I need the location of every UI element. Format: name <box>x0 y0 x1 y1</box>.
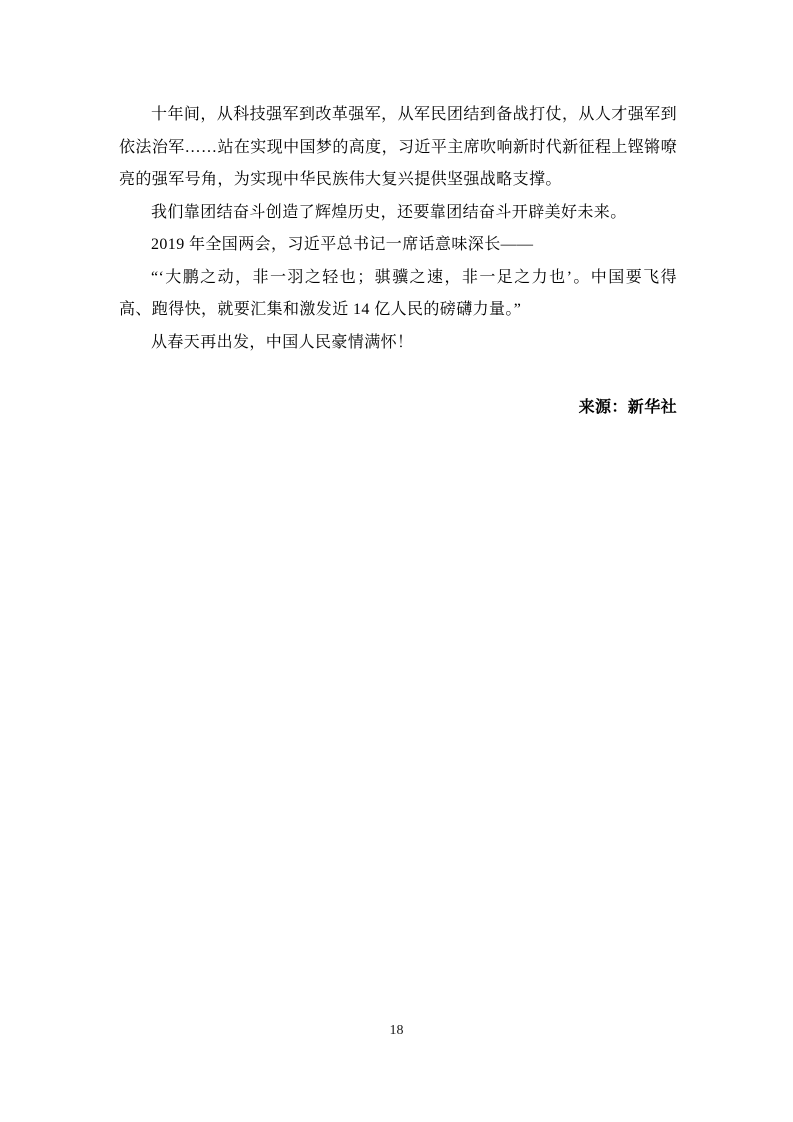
body-text <box>119 99 677 424</box>
paragraph-3: 2019 年全国两会，习近平总书记一席话意味深长—— <box>151 236 534 253</box>
paragraph-2: 我们靠团结奋斗创造了辉煌历史，还要靠团结奋斗开辟美好未来。 <box>151 203 627 221</box>
paragraph-5: 从春天再出发，中国人民豪情满怀！ <box>151 333 414 351</box>
paragraph-4: “‘大鹏之动，非一羽之轻也；骐骥之速，非一足之力也’。中国要飞得高、跑得快，就要汇集和激发近 14 亿人民的磅礴力量。” <box>119 268 677 318</box>
source-attribution: 来源：新华社 <box>578 398 677 416</box>
paragraph-1: 十年间，从科技强军到改革强军，从军民团结到备战打仗，从人才强军到依法治军……站在实现中国梦的高度，习近平主席吹响新时代新征程上铿锵嘹亮的强军号角，为实现中华民族伟大复兴提供坚强战略支撑。 <box>119 106 677 188</box>
page-number: 18 <box>389 1023 404 1038</box>
